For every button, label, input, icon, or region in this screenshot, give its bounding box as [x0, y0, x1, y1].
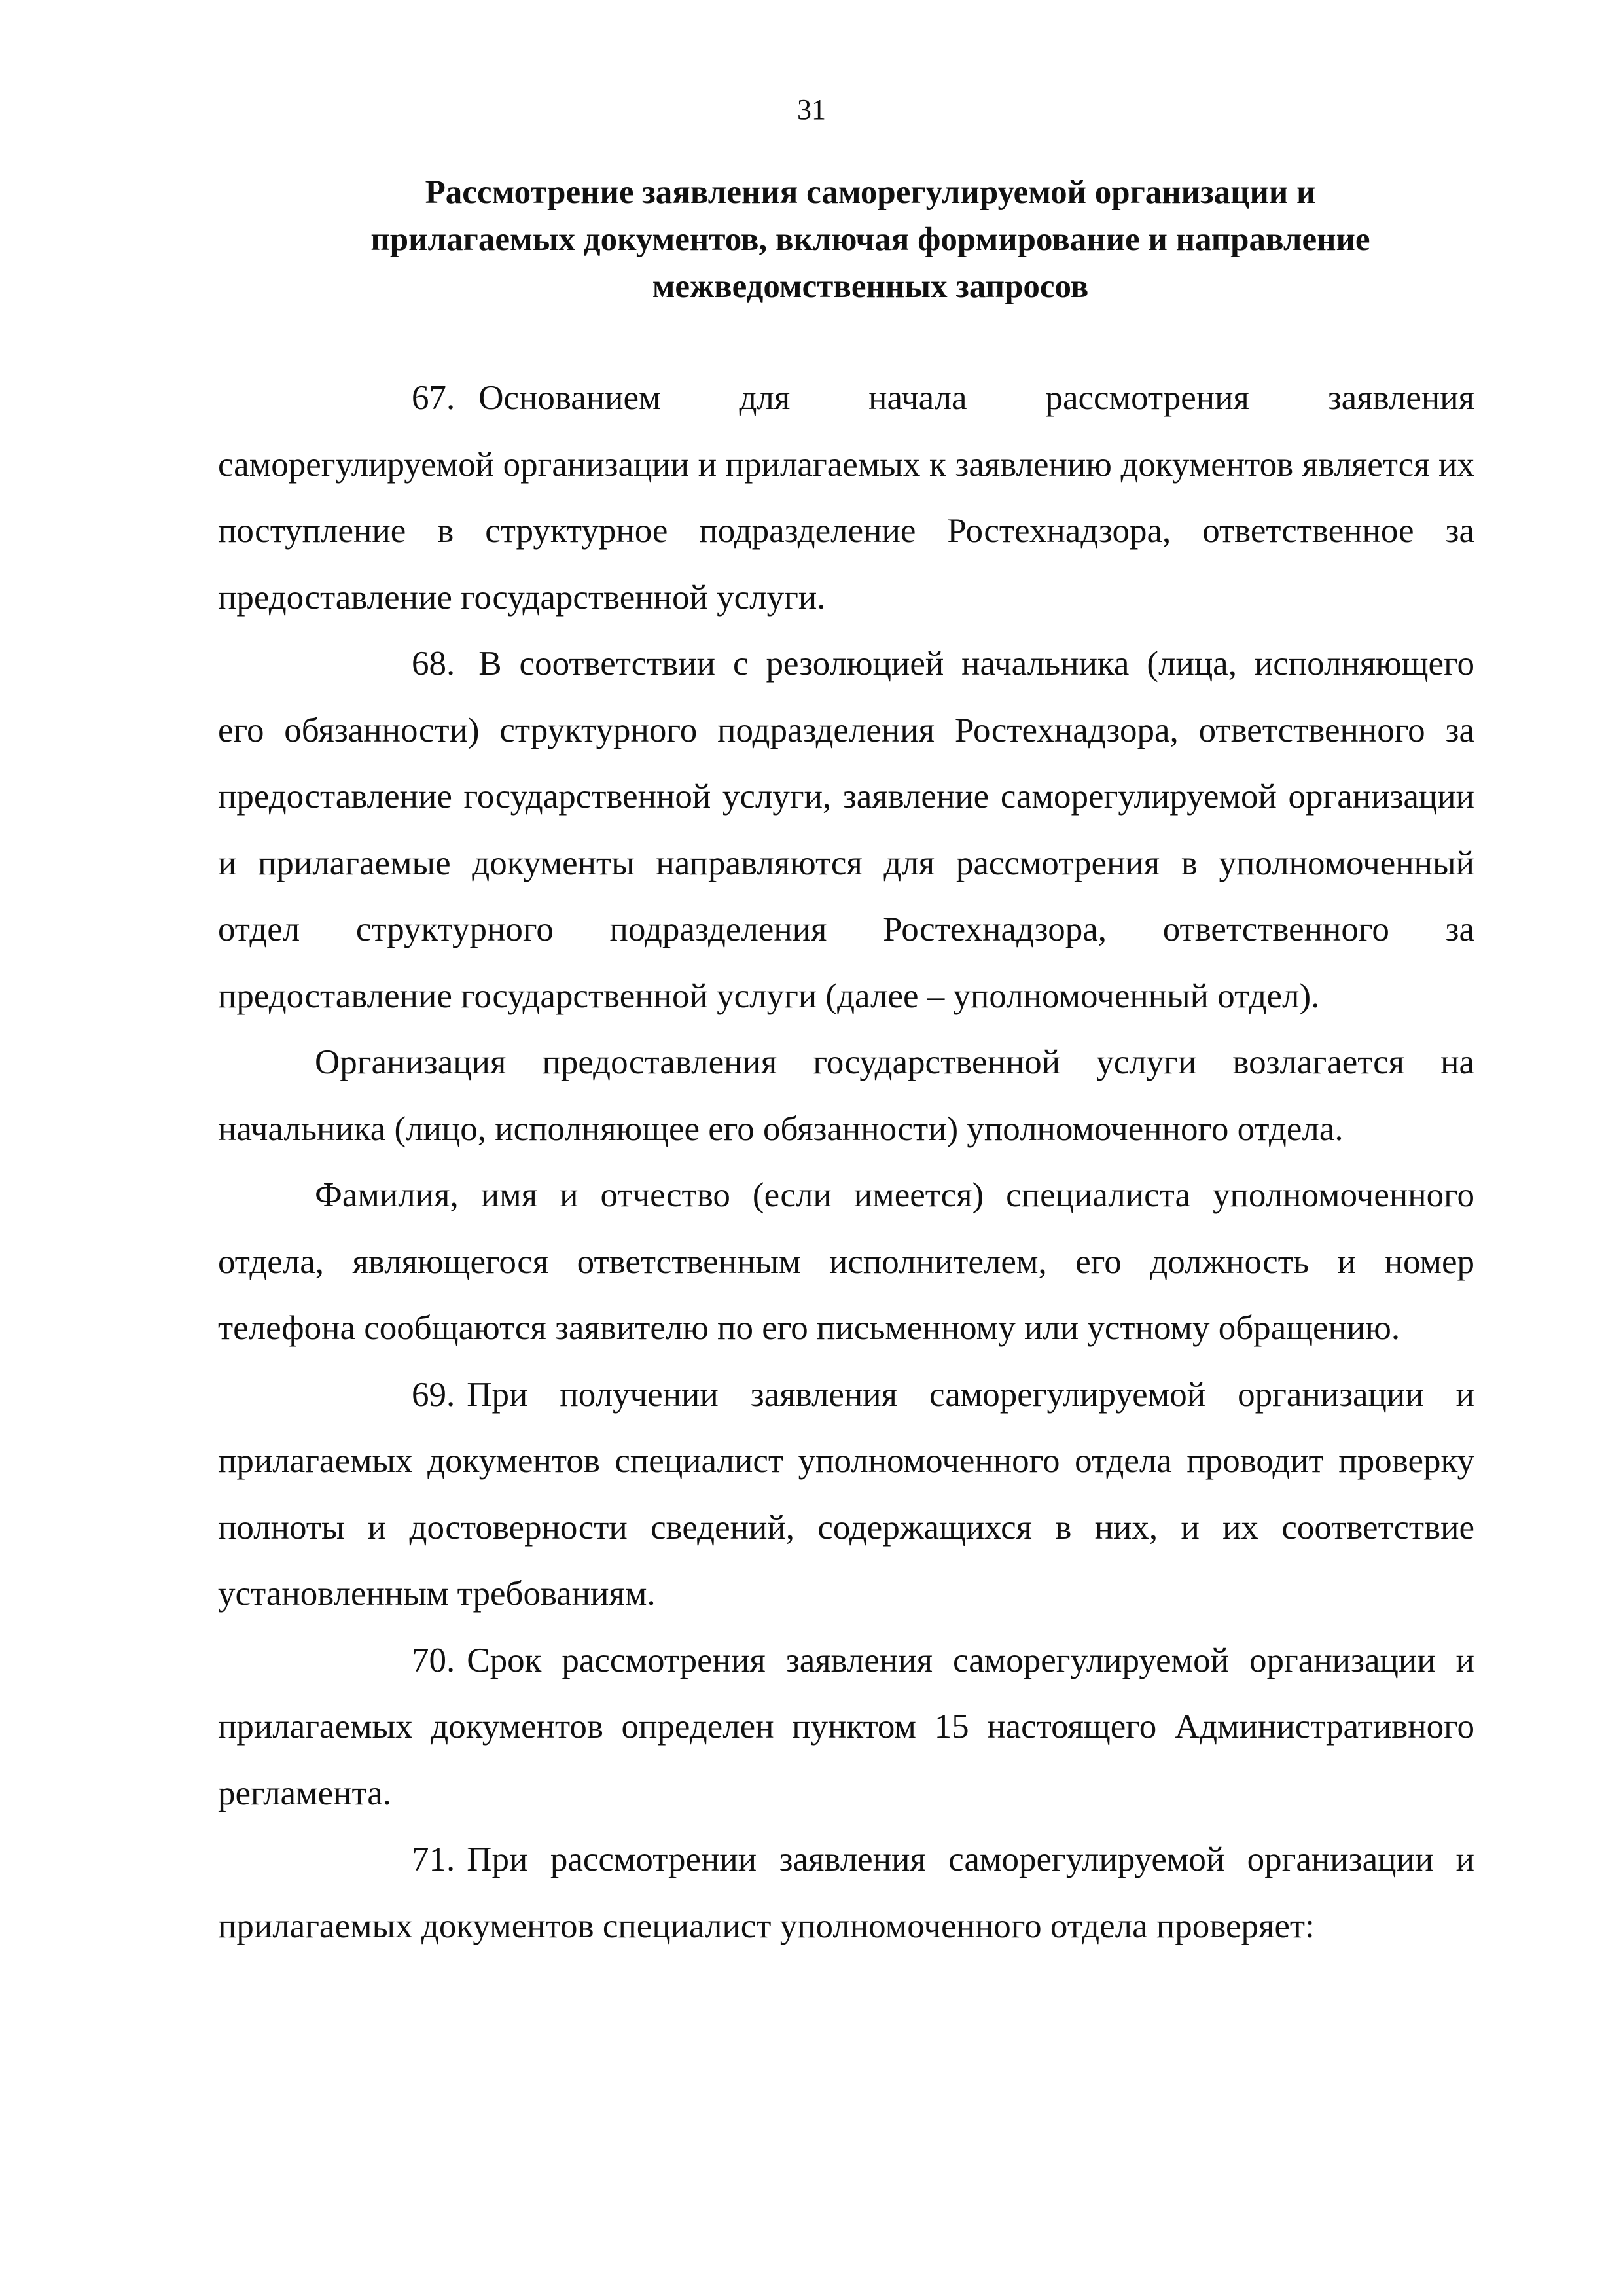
- paragraph-text: Организация предоставления государственной услуги возлагается на начальника (лицо, исполняющее его обязанности) уполномоченного отдела.: [218, 1043, 1474, 1148]
- heading-line-3: межведомственных запросов: [652, 268, 1089, 305]
- paragraph-68-organization: [218, 1030, 1474, 1162]
- section-heading: [249, 169, 1492, 310]
- paragraph-text: Фамилия, имя и отчество (если имеется) специалиста уполномоченного отдела, являющегося ответственным исполнителем, его должность и номер телефона сообщаются заявителю по его письменному или устному обращению.: [218, 1176, 1474, 1347]
- paragraph-67: [218, 365, 1474, 631]
- heading-line-2: прилагаемых документов, включая формирование и направление: [370, 221, 1370, 258]
- paragraph-number: 70.: [412, 1641, 455, 1679]
- paragraph-69: [218, 1362, 1474, 1628]
- paragraph-text: В соответствии с резолюцией начальника (лица, исполняющего его обязанности) структурного подразделения Ростехнадзора, ответственного за предоставление государственной услуги, заявление саморегулируемой организации и прилагаемые документы направляются для рассмотрения в уполномоченный отдел структурного подразделения Ростехнадзора, ответственного за предоставление государственной услуги (далее – уполномоченный отдел).: [218, 645, 1474, 1015]
- paragraph-text: При рассмотрении заявления саморегулируемой организации и прилагаемых документов специалист уполномоченного отдела проверяет:: [218, 1840, 1474, 1945]
- paragraph-number: 67.: [412, 379, 455, 417]
- paragraph-text: Срок рассмотрения заявления саморегулируемой организации и прилагаемых документов определен пунктом 15 настоящего Административного регламента.: [218, 1641, 1474, 1812]
- heading-line-1: Рассмотрение заявления саморегулируемой организации и: [425, 174, 1316, 211]
- paragraph-71: [218, 1827, 1474, 1960]
- paragraph-68-contact: [218, 1162, 1474, 1362]
- paragraph-number: 69.: [412, 1375, 455, 1414]
- paragraph-68: [218, 631, 1474, 1030]
- document-body: [218, 365, 1474, 1960]
- paragraph-text: Основанием для начала рассмотрения заявления саморегулируемой организации и прилагаемых к заявлению документов является их поступление в структурное подразделение Ростехнадзора, ответственное за предоставление государственной услуги.: [218, 379, 1474, 617]
- paragraph-70: [218, 1628, 1474, 1827]
- paragraph-number: 71.: [412, 1840, 455, 1878]
- page-number: 31: [797, 94, 826, 126]
- paragraph-text: При получении заявления саморегулируемой организации и прилагаемых документов специалист уполномоченного отдела проводит проверку полноты и достоверности сведений, содержащихся в них, и их соответствие установленным требованиям.: [218, 1375, 1474, 1613]
- paragraph-number: 68.: [412, 645, 455, 683]
